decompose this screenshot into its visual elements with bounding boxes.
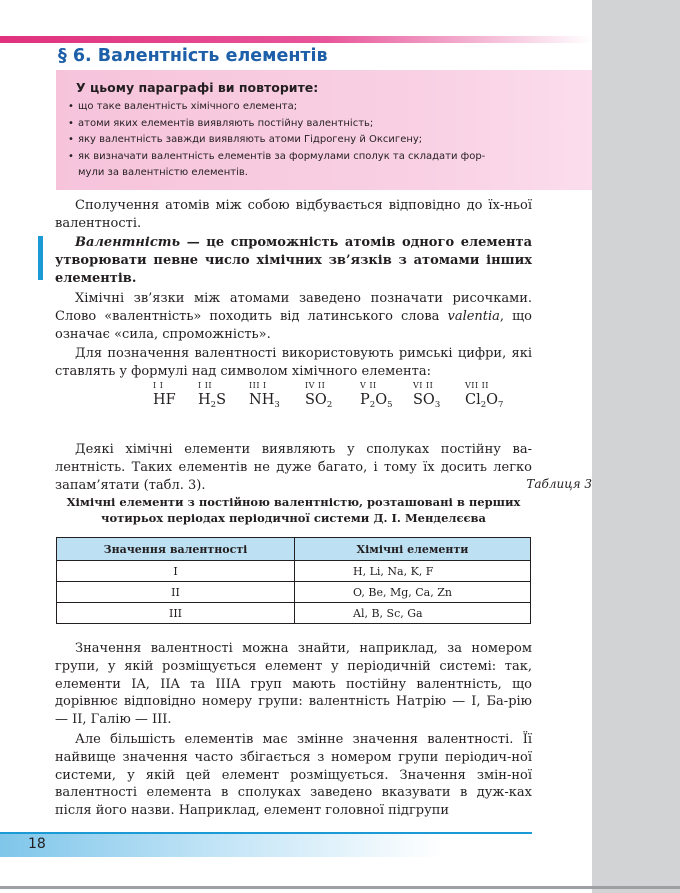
table-title: Хімічні елементи з постійною валентністю, розташовані в перших чотирьох періодах періодичної системи Д. І. Менделєєва (66, 495, 521, 525)
table-header-cell: Хімічні елементи (295, 538, 531, 561)
paragraph-bonds: Хімічні зв’язки між атомами заведено позначати рисочками. Слово «валентність» походить від латинського слова valentia, що означає «сила, спроможність». (55, 291, 532, 342)
table-cell: II (57, 582, 295, 603)
paragraph-variable-valence: Але більшість елементів має змінне значення валентності. Її найвище значення часто збігається з номером групи періодич-ної системи, у якій цей елемент розміщується. Значення змін-ної валентності елемента в сполуках заведено вказувати в дуж-ках після його назви. Наприклад, елемент головної підгрупи (55, 732, 532, 819)
intro-box (56, 70, 592, 190)
list-item: • як визначати валентність елементів за формулами сполук та складати фор- (68, 149, 485, 166)
intro-box-title: У цьому параграфі ви повторите: (76, 80, 319, 95)
side-margin-panel (592, 0, 680, 893)
definition-paragraph (55, 234, 532, 287)
paragraph-group-number: Значення валентності можна знайти, наприклад, за номером групи, у якій розміщується елемент у періодичній системі: так, елементи IA, IIA та IIIA груп мають постійну валентність, що дорівнює відповідно номеру групи: валентність Натрію — I, Ба-рію — II, Галію — III. (55, 641, 532, 728)
table-cell: Al, B, Sc, Ga (295, 603, 531, 624)
bullet-icon: • (68, 117, 74, 129)
page-number: 18 (28, 836, 46, 852)
bullet-icon: • (68, 101, 74, 112)
bullet-icon: • (68, 134, 74, 146)
table-row (57, 582, 531, 603)
list-item: • що таке валентність хімічного елемента; (68, 99, 485, 116)
paragraph-intro: Сполучення атомів між собою відбувається відповідно до їх-ньої валентності. (55, 198, 532, 231)
formula-row: I I HF I II $H_2S$ III I $NH_3$ IV II $SO_2$ V II $P_2O_5$ VI II $SO_3$ VII II $Cl_2O_7$ (153, 381, 504, 410)
paragraph-constant-valence: Деякі хімічні елементи виявляють у сполуках постійну ва-лентність. Таких елементів не дуже багато, і тому їх досить легко запам’ятати (табл. 3). (55, 442, 532, 493)
table-header-row (57, 538, 531, 561)
table-row (57, 603, 531, 624)
page-title: § 6. Валентність елементів (58, 46, 328, 66)
table-cell: III (57, 603, 295, 624)
list-item: • яку валентність завжди виявляють атоми Гідрогену й Оксигену; (68, 132, 485, 149)
definition-term: Валентність (75, 235, 181, 250)
paragraph-roman-numerals: Для позначення валентності використовують римські цифри, які ставлять у формулі над символом хімічного елемента: (55, 346, 532, 379)
table-cell: H, Li, Na, K, F (295, 561, 531, 582)
footer-band (0, 833, 592, 857)
table-cell: I (57, 561, 295, 582)
definition-marker (38, 236, 43, 280)
list-item: • атоми яких елементів виявляють постійну валентність; (68, 116, 485, 133)
table-header-cell: Значення валентності (57, 538, 295, 561)
table-cell: O, Be, Mg, Ca, Zn (295, 582, 531, 603)
definition-text: — це спроможність атомів одного елемента утворювати певне число хімічних зв’язків з атомами інших елементів. (55, 235, 532, 286)
latin-word: valentia (447, 308, 500, 324)
table-caption: Таблиця 3 (526, 477, 592, 491)
bottom-rule (0, 886, 680, 889)
valence-table (56, 537, 531, 624)
bullet-icon: • (68, 150, 74, 162)
intro-list (68, 99, 485, 182)
footer-line (0, 832, 532, 834)
list-item-continuation: мули за валентністю елементів. (78, 167, 248, 179)
table-row (57, 561, 531, 582)
